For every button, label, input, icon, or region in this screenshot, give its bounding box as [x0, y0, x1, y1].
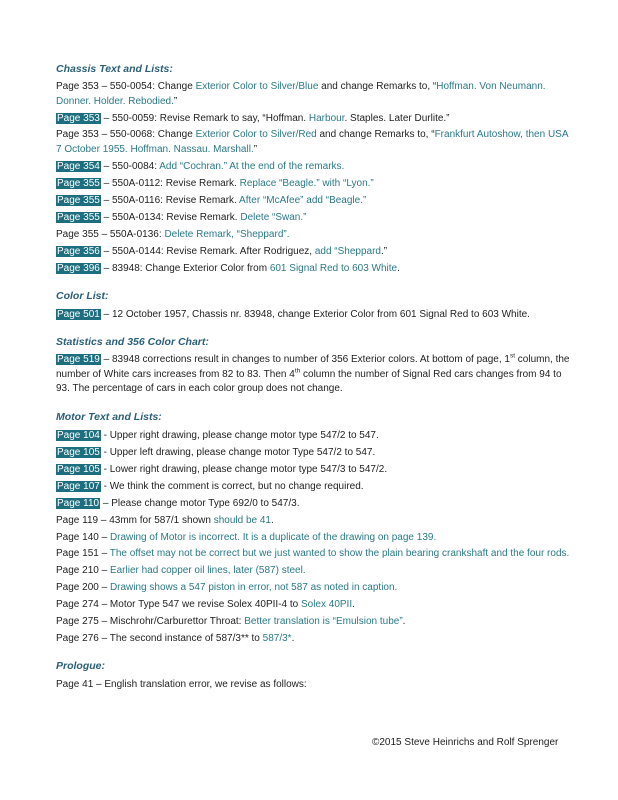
page-highlight: Page 354 — [57, 161, 100, 172]
chassis-line-5: Page 355 – 550A-0112: Revise Remark. Replace “Beagle.” with “Lyon.” — [57, 178, 374, 189]
page-highlight: Page 355 — [57, 178, 100, 189]
motor-section — [56, 410, 576, 648]
color-section — [56, 289, 576, 323]
motor-line-2: Page 105 - Upper left drawing, please change motor Type 547/2 to 547. — [57, 446, 376, 458]
copyright-footer: ©2015 Steve Heinrichs and Rolf Sprenger — [372, 737, 559, 748]
page-highlight: Page 501 — [57, 309, 100, 320]
color-heading: Color List: — [56, 290, 109, 302]
page-highlight: Page 104 — [57, 429, 100, 441]
chassis-line-1: Page 353 – 550-0054: Change Exterior Color to Silver/Blue and change Remarks to, “Hoffman. Von Neumann. Donner. Holder. Rebodied.” — [56, 81, 546, 107]
chassis-line-7: Page 355 – 550A-0134: Revise Remark. Delete “Swan.” — [57, 212, 307, 223]
page-highlight: Page 355 — [57, 212, 100, 223]
page-highlight: Page 105 — [57, 463, 100, 475]
motor-line-8: Page 151 – The offset may not be correct but we just wanted to show the plain bearing crankshaft and the four rods. — [56, 547, 570, 559]
motor-line-3: Page 105 - Lower right drawing, please change motor type 547/3 to 547/2. — [57, 463, 388, 475]
chassis-line-9: Page 356 – 550A-0144: Revise Remark. After Rodriguez, add “Sheppard.” — [57, 246, 388, 257]
page-highlight: Page 107 — [57, 480, 100, 492]
chassis-line-3: Page 353 – 550-0068: Change Exterior Color to Silver/Red and change Remarks to, “Frankfurt Autoshow, then USA 7 October 1955. Hoffman. Nassau. Marshall.” — [56, 129, 568, 155]
motor-line-12: Page 275 – Mischrohr/Carburettor Throat: Better translation is “Emulsion tube”. — [56, 616, 406, 627]
page-highlight: Page 519 — [57, 354, 100, 365]
chassis-line-4: Page 354 – 550-0084: Add “Cochran.” At the end of the remarks. — [57, 161, 345, 172]
page-highlight: Page 110 — [57, 497, 100, 509]
page-highlight: Page 396 — [57, 263, 100, 274]
page-highlight: Page 105 — [57, 446, 100, 458]
chassis-line-6: Page 355 – 550A-0116: Revise Remark. After “McAfee” add “Beagle.” — [57, 195, 367, 206]
stats-section — [56, 335, 576, 398]
motor-line-13: Page 276 – The second instance of 587/3** to 587/3*. — [56, 633, 295, 644]
chassis-line-8: Page 355 – 550A-0136: Delete Remark, “Sheppard”. — [56, 229, 290, 240]
motor-line-6: Page 119 – 43mm for 587/1 shown should be 41. — [56, 514, 274, 526]
motor-line-11: Page 274 – Motor Type 547 we revise Solex 40PII-4 to Solex 40PII. — [56, 599, 355, 610]
document-page — [56, 62, 576, 705]
stats-line-1: Page 519 – 83948 corrections result in changes to number of 356 Exterior colors. At bottom of page, 1st column, the number of White cars increases from 82 to 83. Then 4th column the number of Signal Red cars changes from 94 to 93. The percentage of cars in each color group does not change. — [56, 352, 570, 394]
chassis-line-2: Page 353 – 550-0059: Revise Remark to say, “Hoffman. Harbour. Staples. Later Durlite.” — [57, 113, 450, 124]
prologue-section — [56, 659, 576, 693]
motor-line-10: Page 200 – Drawing shows a 547 piston in error, not 587 as noted in caption. — [56, 582, 398, 593]
motor-heading: Motor Text and Lists: — [56, 410, 162, 423]
stats-heading: Statistics and 356 Color Chart: — [56, 336, 209, 348]
chassis-heading: Chassis Text and Lists: — [56, 63, 173, 75]
motor-line-5: Page 110 – Please change motor Type 692/0 to 547/3. — [57, 497, 300, 509]
prologue-heading: Prologue: — [56, 660, 105, 672]
motor-line-7: Page 140 – Drawing of Motor is incorrect. It is a duplicate of the drawing on page 139. — [56, 531, 437, 543]
page-highlight: Page 355 — [57, 195, 100, 206]
chassis-section — [56, 62, 576, 277]
motor-line-1: Page 104 - Upper right drawing, please change motor type 547/2 to 547. — [57, 429, 379, 441]
page-highlight: Page 356 — [57, 246, 100, 257]
color-line-1: Page 501 – 12 October 1957, Chassis nr. 83948, change Exterior Color from 601 Signal Red to 603 White. — [57, 309, 530, 320]
page-highlight: Page 353 — [57, 113, 100, 124]
motor-line-4: Page 107 - We think the comment is correct, but no change required. — [57, 480, 364, 492]
motor-line-9: Page 210 – Earlier had copper oil lines, later (587) steel. — [56, 565, 306, 576]
chassis-line-10: Page 396 – 83948: Change Exterior Color from 601 Signal Red to 603 White. — [57, 263, 400, 274]
prologue-line-1: Page 41 – English translation error, we revise as follows: — [56, 679, 307, 690]
